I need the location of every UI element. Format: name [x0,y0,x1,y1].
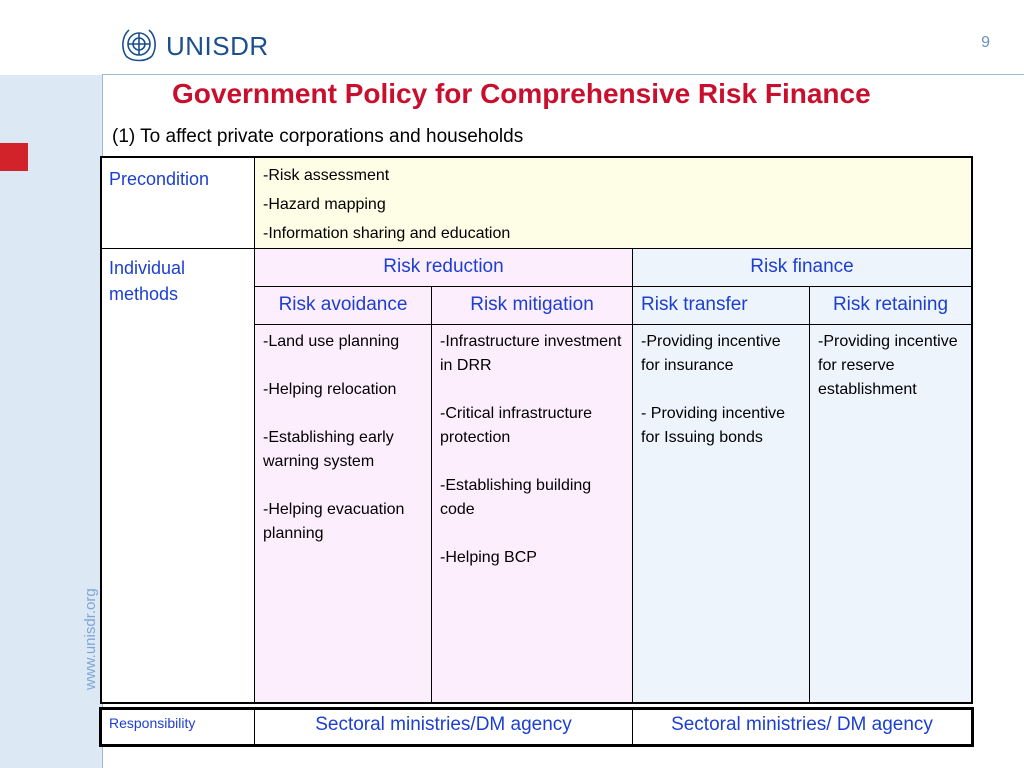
responsibility-finance-cell [633,709,972,745]
risk-avoidance-header [255,287,432,325]
website-url: www.unisdr.org [82,588,99,690]
responsibility-reduction-cell [255,709,633,745]
risk-mitigation-header [432,287,633,325]
risk-finance-label: Risk finance [750,256,854,277]
precondition-item: -Risk assessment [263,167,390,184]
subhead-label: Risk mitigation [470,294,594,315]
responsibility-label-cell [101,709,255,745]
responsibility-finance: Sectoral ministries/ DM agency [671,714,933,735]
list-item: -Critical infrastructure protection [440,405,593,446]
risk-transfer-header [633,287,810,325]
precondition-label-cell [101,157,255,249]
precondition-item: -Hazard mapping [263,196,386,213]
list-item: -Land use planning [263,333,400,350]
individual-methods-label-cell [101,249,255,703]
responsibility-label: Responsibility [109,715,196,731]
subhead-label: Risk retaining [832,294,949,315]
risk-retaining-items-cell [810,325,972,703]
subhead-label: Risk transfer [641,294,748,315]
header-rule [102,74,1024,75]
list-item: -Providing incentive for reserve establishment [818,333,958,398]
risk-mitigation-items-cell [432,325,633,703]
risk-transfer-items-cell [633,325,810,703]
page-number: 9 [981,34,990,51]
risk-reduction-header [255,249,633,287]
page-title: Government Policy for Comprehensive Risk Finance [172,78,871,109]
risk-avoidance-items-cell [255,325,432,703]
subhead-label: Risk avoidance [278,294,408,315]
risk-finance-header [633,249,972,287]
precondition-item: -Information sharing and education [263,225,511,242]
precondition-label: Precondition [109,169,210,189]
risk-retaining-header [810,287,972,325]
list-item: - Providing incentive for Issuing bonds [641,405,786,446]
precondition-items-cell [255,157,972,249]
list-item: -Helping evacuation planning [263,501,405,542]
responsibility-reduction: Sectoral ministries/DM agency [315,714,572,735]
list-item: -Providing incentive for insurance [641,333,781,374]
unisdr-logo [118,26,269,66]
left-band-red-square [0,143,28,171]
list-item: -Establishing early warning system [263,429,394,470]
page-subtitle: (1) To affect private corporations and households [112,126,524,147]
list-item: -Infrastructure investment in DRR [440,333,622,374]
individual-methods-label: Individual methods [109,258,186,304]
left-band-middle [28,143,102,171]
list-item: -Establishing building code [440,477,592,518]
org-name: UNISDR [166,30,269,61]
list-item: -Helping relocation [263,381,397,398]
left-band-top [0,75,102,143]
un-emblem-icon [118,26,160,66]
list-item: -Helping BCP [440,549,537,566]
risk-reduction-label: Risk reduction [383,256,504,277]
